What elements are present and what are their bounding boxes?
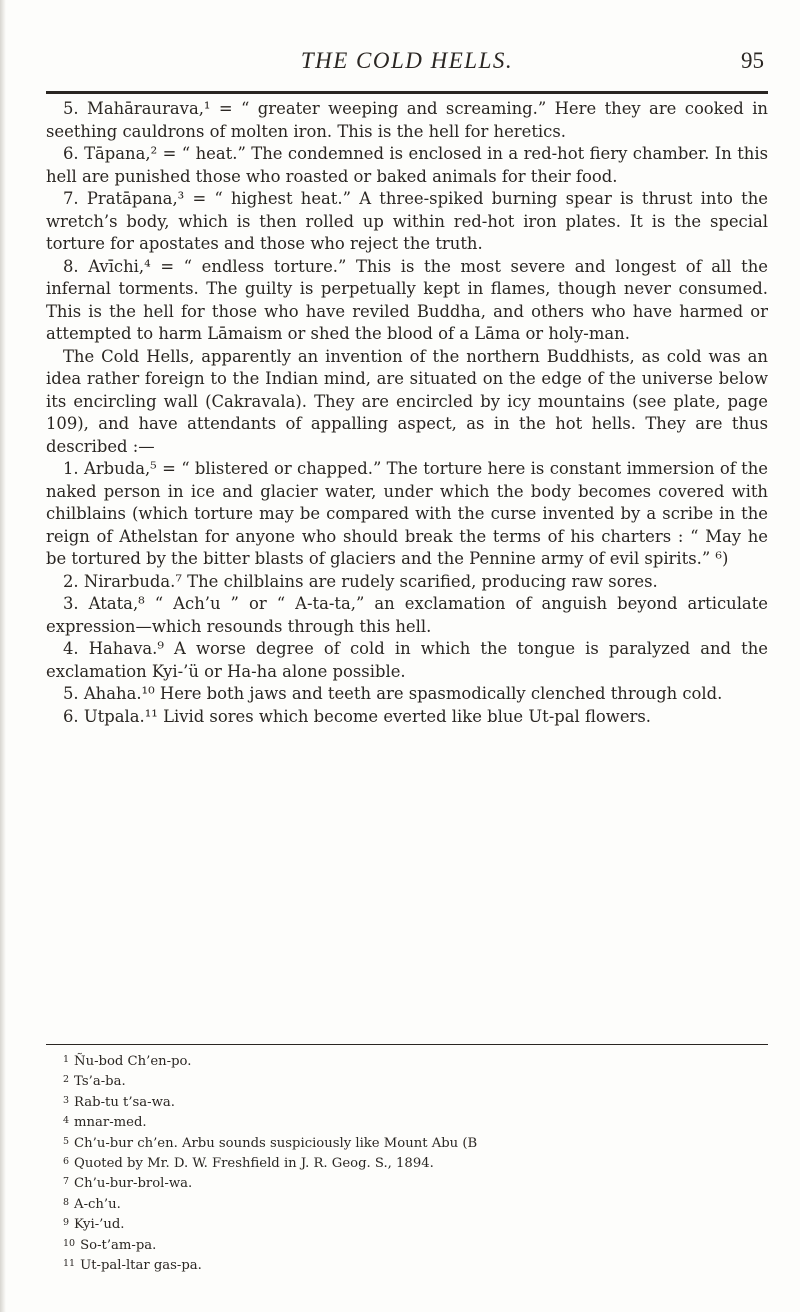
footnote-number: 5 [63, 1135, 70, 1147]
paragraph: 6. Utpala.¹¹ Livid sores which become everted like blue Ut-pal flowers. [63, 706, 651, 726]
page-spine-shadow [0, 0, 6, 1312]
footnote [46, 1113, 768, 1133]
body-text [46, 98, 768, 728]
page-header [46, 42, 768, 82]
paragraph: 8. Avīchi,⁴ = “ endless torture.” This is the most severe and longest of all the infernal torments. The guilty is perpetually kept in flames, though never consumed. This is the hell for those who have reviled Buddha, and others who have harmed or attempted to harm Lāmaism or shed the blood of a Lāma or holy-man. [46, 256, 768, 343]
paragraph: 5. Ahaha.¹⁰ Here both jaws and teeth are spasmodically clenched through cold. [63, 684, 723, 703]
running-title: THE COLD HELLS. [300, 48, 514, 73]
footnote-number: 11 [63, 1258, 76, 1270]
paragraph: The Cold Hells, apparently an invention of the northern Buddhists, as cold was an idea rather foreign to the Indian mind, are situated on the edge of the universe below its encircling wall (Cakravala). They are encircled by icy mountains (see plate, page 109), and have attendants of appalling aspect, as in the hot hells. They are thus described :— [46, 346, 768, 456]
paragraph: 7. Pratāpana,³ = “ highest heat.” A three-spiked burning spear is thrust into the wretch’s body, which is then rolled up within red-hot iron plates. It is the special torture for apostates and those who reject the truth. [46, 189, 768, 253]
footnote [46, 1215, 768, 1235]
footnote [46, 1093, 768, 1113]
footnote-text: mnar-med. [74, 1115, 147, 1131]
footnotes [46, 1052, 768, 1276]
footnote-number: 2 [63, 1074, 70, 1086]
footnote-text: Ch’u-bur ch’en. Arbu sounds suspiciously like Mount Abu (B [74, 1135, 478, 1151]
paragraph: 3. Atata,⁸ “ Ach’u ” or “ A-ta-ta,” an exclamation of anguish beyond articulate expression—which resounds through this hell. [46, 594, 768, 636]
footnote [46, 1236, 768, 1256]
footnote-text: Ut-pal-ltar gas-pa. [80, 1258, 202, 1274]
footnote-number: 4 [63, 1115, 70, 1127]
footnote-number: 9 [63, 1217, 70, 1229]
footnote [46, 1072, 768, 1092]
paragraph: 5. Mahārauravа,¹ = “ greater weeping and screaming.” Here they are cooked in seething cauldrons of molten iron. This is the hell for heretics. [46, 99, 768, 141]
footnote [46, 1195, 768, 1215]
footnote-rule [46, 1044, 768, 1045]
paragraph: 2. Nirarbuda.⁷ The chilblains are rudely scarified, producing raw sores. [63, 571, 658, 591]
footnote-text: A-ch’u. [74, 1196, 121, 1212]
footnote-text: Quoted by Mr. D. W. Freshfield in J. R. Geog. S., 1894. [74, 1156, 434, 1172]
footnote [46, 1174, 768, 1194]
footnote-number: 6 [63, 1156, 70, 1168]
paragraph: 1. Arbuda,⁵ = “ blistered or chapped.” The torture here is constant immersion of the naked person in ice and glacier water, under which the body becomes covered with chilblains (which torture may be compared with the curse invented by a scribe in the reign of Athelstan for anyone who should break the terms of his charters : “ May he be tortured by the bitter blasts of glaciers and the Pennine army of evil spirits.” ⁶) [46, 459, 768, 568]
footnote-text: Kyi-’ud. [74, 1217, 125, 1233]
footnote [46, 1256, 768, 1276]
footnote-number: 7 [63, 1176, 70, 1188]
footnote-number: 10 [63, 1237, 76, 1249]
header-rule [46, 91, 768, 94]
footnote-text: Ñu-bod Ch’en-po. [74, 1054, 192, 1069]
footnote-number: 3 [63, 1094, 70, 1106]
footnote-text: So-t’am-pa. [80, 1237, 157, 1253]
footnote [46, 1134, 768, 1154]
footnote [46, 1052, 768, 1072]
paragraph: 4. Hahava.⁹ A worse degree of cold in which the tongue is paralyzed and the exclamation Kyi-’ü or Ha-ha alone possible. [46, 639, 768, 681]
footnote-text: Ch’u-bur-brol-wa. [74, 1176, 193, 1192]
footnote-number: 1 [63, 1054, 70, 1065]
footnote-number: 8 [63, 1196, 70, 1208]
footnote [46, 1154, 768, 1174]
paragraph: 6. Tāpana,² = “ heat.” The condemned is enclosed in a red-hot fiery chamber. In this hell are punished those who roasted or baked animals for their food. [46, 144, 768, 186]
footnote-text: Rab-tu t’sa-wa. [74, 1094, 175, 1110]
page-number: 95 [741, 48, 764, 73]
footnote-text: Ts’a-ba. [74, 1074, 126, 1090]
